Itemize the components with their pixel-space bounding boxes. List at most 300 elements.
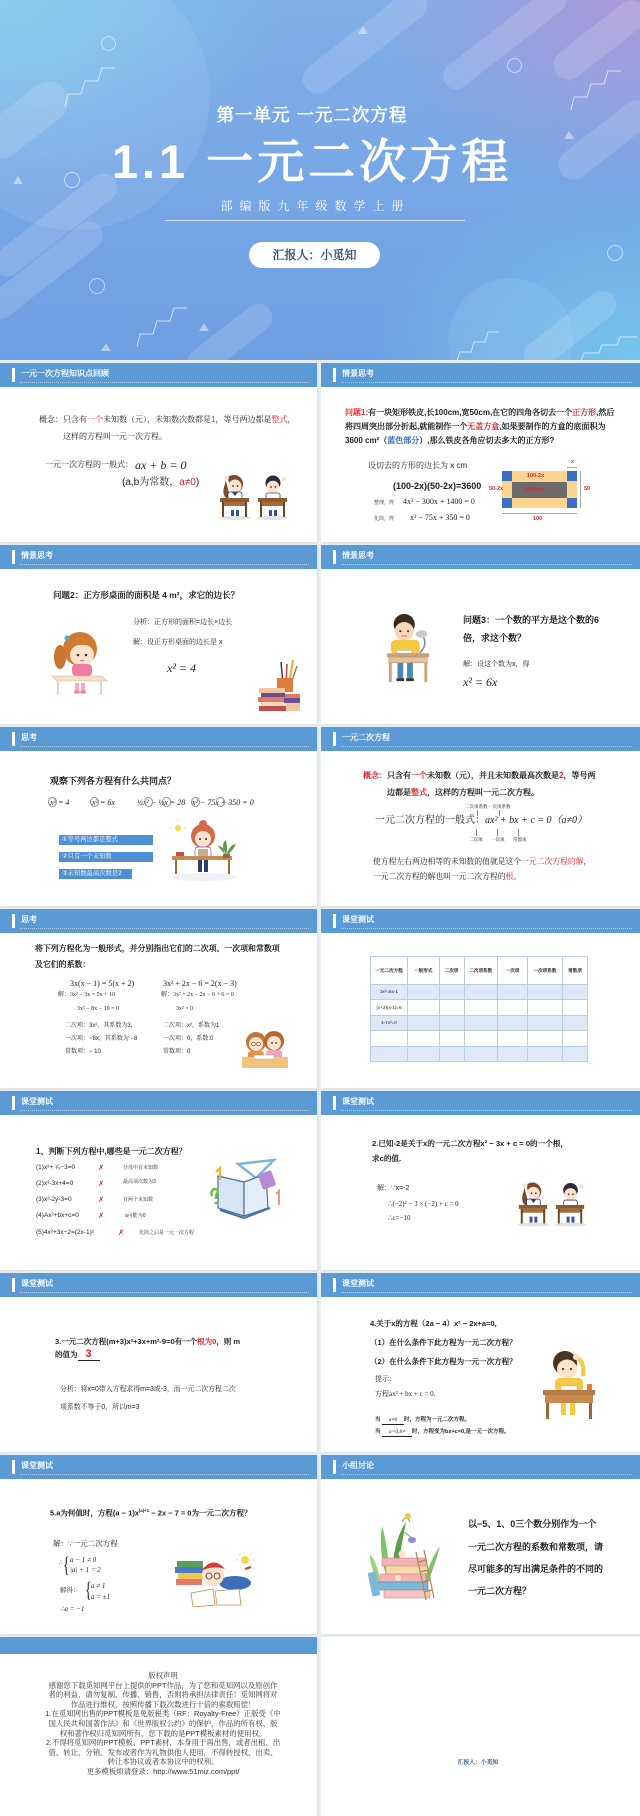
copyright-line: 转让本协议或者本协议中的权利。	[107, 1757, 219, 1767]
solve-label: 解得：	[60, 1587, 80, 1594]
general-form-formula: ax² + bx + c = 0（a≠0）	[485, 815, 588, 826]
term-answer: 一次项：0，系数:0	[163, 1036, 214, 1042]
header-accent-bar	[333, 732, 336, 746]
problem-text: 有一块矩形铁皮,长100cm,宽50cm,在它的四角各切去一个	[368, 408, 573, 417]
header-accent-bar	[12, 1096, 15, 1110]
term-answer: 常数项：0	[163, 1049, 191, 1055]
question-line-2	[55, 1349, 100, 1361]
step-formula: x² − 75x + 350 = 0	[410, 513, 470, 522]
label-center: 3600cm²	[525, 487, 546, 493]
column-header: 一般形式	[408, 957, 440, 985]
equation-item: x² − 75x + 350 = 0	[192, 798, 254, 807]
unit-title: 第一单元 一元二次方程	[216, 105, 408, 125]
lesson-title: 1.1 一元二次方程	[382, 1706, 579, 1732]
table-cell	[439, 1046, 464, 1061]
question-text	[50, 1508, 251, 1518]
table-cell	[528, 1000, 563, 1015]
dimension-line	[580, 471, 581, 508]
condition-text: (a,b为常数，	[122, 477, 180, 488]
discussion-line: 以−5、1、0三个数分别作为一个	[468, 1519, 597, 1529]
solution-text: 解：设这个数为x，得	[463, 661, 530, 668]
header-divider	[20, 1110, 309, 1111]
equation-item: x² = 6x	[92, 798, 115, 807]
decor-zigzag	[136, 306, 188, 348]
solution-text: 解：设正方形桌面的边长是 x	[133, 639, 223, 646]
wrong-mark-icon: ✗	[98, 1163, 105, 1172]
slide-classroom-test-1[interactable]	[0, 1091, 317, 1270]
table-cell	[563, 985, 588, 1000]
system-brace: {	[85, 1577, 92, 1602]
table-cell	[563, 1015, 588, 1030]
table-cell: 4-7x²=0	[371, 1015, 408, 1030]
solution-step: ∴(−2)² − 3 × (−2) + c = 0	[388, 1200, 459, 1208]
girl-thinking-illustration	[168, 820, 238, 882]
table-cell	[563, 1046, 588, 1061]
header-accent-bar	[333, 914, 336, 928]
unit-title: 第一单元 一元二次方程	[436, 1689, 525, 1699]
column-header: 一次项系数	[528, 957, 563, 985]
slide-quadratic-definition[interactable]	[321, 727, 640, 906]
question-line-1: 2.已知-2是关于x的一元二次方程x² − 3x + c = 0的一个根，	[372, 1139, 569, 1148]
slide-title: 课堂测试	[342, 1097, 374, 1106]
decor-stripe	[540, 1637, 607, 1685]
concept-line-1	[363, 771, 595, 781]
discussion-line: 尽可能多的写出满足条件的不同的	[468, 1564, 604, 1574]
system-equation: |a| + 1 = 2	[70, 1566, 101, 1574]
copyright-line: 国人民共和国著作法》和《世界版权公约》的保护，作品的所有权、版	[48, 1718, 278, 1728]
table-cell	[498, 985, 528, 1000]
judge-reason: 最高项次数为3	[123, 1179, 156, 1185]
header-accent-bar	[333, 1278, 336, 1292]
header-divider	[20, 746, 309, 747]
header-accent-bar	[333, 368, 336, 382]
corner-square	[567, 471, 577, 481]
corner-square	[502, 471, 512, 481]
question-line: （2）在什么条件下此方程为一元一次方程？	[370, 1357, 517, 1366]
concept-text: ，	[287, 415, 296, 424]
title-divider	[403, 1746, 552, 1747]
concept-text: 未知数（元），并且未知数最高次数是	[427, 771, 559, 780]
table-cell: (x+2)(x-1)=6	[371, 1000, 408, 1015]
concept-label: 概念：	[363, 771, 387, 780]
textbook-subtitle: 部编版九年级数学上册	[220, 199, 411, 213]
header-accent-bar	[333, 1460, 336, 1474]
decor-stripe	[469, 1637, 537, 1687]
question-line: （1）在什么条件下此方程为一元二次方程？	[370, 1338, 517, 1347]
table-cell	[498, 1046, 528, 1061]
students-raising-hands-illustration	[512, 1179, 590, 1227]
slide-header	[0, 727, 317, 751]
decor-ring	[574, 1667, 582, 1675]
problem-text: ,然后	[596, 408, 615, 417]
header-accent-bar	[333, 1096, 336, 1110]
general-form-label: 一元一次方程的一般式：	[45, 460, 133, 469]
table-row	[371, 1031, 588, 1046]
header-divider	[341, 1110, 632, 1111]
table-cell	[498, 1000, 528, 1015]
instruction-line-2: 及它们的系数：	[35, 960, 91, 969]
concept-highlight: 整式	[271, 415, 288, 424]
table-cell	[464, 1046, 498, 1061]
table-cell	[439, 1031, 464, 1046]
table-cell	[408, 1031, 440, 1046]
equation: x² = 4	[167, 661, 197, 675]
slide-classroom-test-table[interactable]	[321, 909, 640, 1088]
decor-ring	[607, 245, 623, 261]
closing-title-slide[interactable]	[321, 1637, 640, 1816]
slide-title: 一元一次方程知识点回顾	[21, 369, 109, 378]
title-divider	[165, 220, 465, 221]
slide-scenario-problem-1[interactable]	[321, 363, 640, 542]
column-header: 一次项	[498, 957, 528, 985]
header-divider	[20, 1474, 309, 1475]
title-slide[interactable]	[0, 0, 640, 360]
table-header-row	[371, 957, 588, 985]
question-line: 4.关于x的方程（2a − 4）x² − 2x+a=0,	[370, 1319, 497, 1328]
label-left: 50-2x	[489, 486, 504, 492]
solution-step: ∴c=−10	[388, 1214, 411, 1222]
definition-text: 。	[513, 872, 522, 881]
condition-line	[375, 1429, 510, 1437]
header-divider	[20, 1292, 309, 1293]
table-cell	[498, 1031, 528, 1046]
header-accent-bar	[333, 550, 336, 564]
slide-header	[321, 1091, 640, 1115]
system-equation: a ≠ 1	[91, 1582, 106, 1590]
slide-header	[321, 909, 640, 933]
slide-title: 课堂测试	[21, 1097, 53, 1106]
decor-stripe	[297, 0, 434, 100]
condition-highlight: a≠0	[179, 477, 196, 488]
exercise-step: 3x² − 8x − 10 = 0	[77, 1006, 119, 1012]
column-header: 二次项系数	[464, 957, 498, 985]
dimension-line	[567, 467, 577, 468]
table-cell	[563, 1000, 588, 1015]
instruction-line-1: 将下列方程化为一般形式，并分别指出它们的二次项、一次项和常数项	[35, 944, 280, 953]
step-formula: 4x² − 300x + 1400 = 0	[403, 497, 475, 506]
highlight-circle	[48, 797, 57, 807]
judge-reason: 分母中有未知数	[123, 1165, 159, 1171]
table-cell	[408, 1000, 440, 1015]
table-cell	[408, 985, 440, 1000]
copyright-line: 者的利益，请勿复制、传播、销售，否则将承担法律责任！觅知网将对	[48, 1690, 278, 1700]
slide-header	[321, 1273, 640, 1297]
decor-triangle	[199, 323, 209, 331]
copyright-line: 感谢您下载觅知网平台上提供的PPT作品，为了您和觅知网以及原创作	[48, 1680, 278, 1690]
slide-title: 思考	[21, 915, 37, 924]
copyright-line: 借、转让、分销、发布或者作为礼物供他人使用，不得转授权、出卖、	[48, 1747, 278, 1757]
condition-suffix: 时，方程变为bx+c=0,是一元一次方程。	[412, 1429, 510, 1435]
table-cell	[371, 1031, 408, 1046]
question-part: − 2x − 7 = 0为一元二次方程？	[149, 1508, 252, 1518]
header-divider	[341, 1474, 632, 1475]
corner-square	[502, 498, 512, 508]
decor-stripe	[438, 0, 572, 94]
equation-item: x² = 4	[50, 798, 70, 807]
step-label: 化简，得	[374, 516, 395, 522]
slide-header	[0, 909, 317, 933]
annotation-arrow	[518, 829, 519, 836]
slide-header	[0, 1455, 317, 1479]
table-cell	[528, 1015, 563, 1030]
table-row	[371, 1046, 588, 1061]
analysis-line-2: 项系数不等于0，所以m=3	[60, 1404, 140, 1411]
table-row	[371, 985, 588, 1000]
question-text: 1、判断下列方程中,哪些是一元二次方程？	[36, 1147, 187, 1156]
definition-text: 一元二次方程的解也叫一元二次方程的	[373, 872, 506, 881]
column-header: 二次项	[439, 957, 464, 985]
slide-observe-common-points[interactable]	[0, 727, 317, 906]
table-cell	[464, 985, 498, 1000]
annotation-linear-coefficient: 一次项系数	[488, 804, 511, 809]
slide-title: 一元二次方程	[342, 733, 390, 742]
table-row	[371, 1000, 588, 1015]
general-form-formula: ax + b = 0	[135, 458, 187, 472]
concept-highlight: 整式	[411, 788, 427, 797]
exercise-equation: 3x(x − 1) = 5(x + 2)	[70, 979, 135, 988]
table-cell	[464, 1000, 498, 1015]
judge-equation: (5)4x²+3x−2=(2x-1)²	[36, 1229, 94, 1236]
slide-header	[321, 1455, 640, 1479]
table-cell	[408, 1015, 440, 1030]
decor-ring	[624, 1761, 632, 1769]
slide-title: 情景思考	[342, 551, 374, 560]
table-cell	[563, 1031, 588, 1046]
highlight-circle	[162, 797, 171, 807]
slide-header	[0, 363, 317, 387]
exponent: |a|+1	[138, 1508, 150, 1513]
presenter-badge: 汇报人：小觅知	[249, 242, 380, 268]
answer-blank: 3	[78, 1349, 100, 1361]
term-answer: 一次项：−8x，其系数为 −8	[65, 1036, 138, 1042]
condition-line	[375, 1417, 470, 1425]
question-line-2: 求c的值.	[372, 1154, 402, 1163]
judge-equation: (1)x²+ ¹⁄ₓ−3=0	[36, 1164, 76, 1171]
concept-line-2: 这样的方程叫一元一次方程。	[63, 432, 167, 441]
table-cell	[439, 1015, 464, 1030]
discussion-line: 一元二次方程？	[468, 1586, 532, 1596]
condition-text: )	[195, 477, 200, 488]
concept-text: ，这样的方程叫一元二次方程。	[427, 788, 539, 797]
copyright-line: 权和著作权归觅知网所有，您下载的是PPT模板素材的使用权。	[59, 1728, 267, 1738]
system-equation: a − 1 ≠ 0	[70, 1556, 97, 1564]
table-cell: 3x²=5x-1	[371, 985, 408, 1000]
solution-label: 解：∵一元二次方程	[53, 1539, 118, 1548]
slide-title: 课堂测试	[21, 1279, 53, 1288]
decor-stripe	[594, 1637, 640, 1680]
slide-header	[321, 545, 640, 569]
question-text: 的值为	[55, 1350, 78, 1359]
slide-group-discussion[interactable]	[321, 1455, 640, 1634]
concept-highlight: 2	[559, 771, 564, 780]
slide-scenario-problem-3[interactable]	[321, 545, 640, 724]
condition-blank: a=0,b≠	[382, 1429, 412, 1437]
table-cell	[528, 1031, 563, 1046]
judge-reason: 有两个未知数	[123, 1197, 154, 1203]
condition-prefix: 当	[375, 1417, 381, 1423]
concept-highlight: 一个	[411, 771, 427, 780]
corner-square	[567, 498, 577, 508]
slide-classroom-test-3[interactable]	[0, 1273, 317, 1452]
definition-highlight: 根	[505, 872, 514, 881]
table-cell	[408, 1046, 440, 1061]
copyright-line: 1.在觅知网出售的PPT模板是免版税类（RF：Royalty-Free）正版受《中	[45, 1709, 281, 1719]
question-part: 5.a为何值时，方程(a − 1)x	[50, 1508, 139, 1518]
problem-line-2	[345, 422, 605, 432]
decor-stripe	[182, 298, 278, 360]
decor-triangle	[358, 26, 368, 34]
problem-highlight-blue: 蓝色部分	[387, 436, 420, 445]
label-corner: x	[571, 459, 575, 465]
concept-text: ，等号两	[563, 771, 596, 780]
exercise-equation: 3x² + 2x − 6 = 2(x − 3)	[163, 979, 237, 988]
slide-header	[321, 363, 640, 387]
slide-title: 课堂测试	[342, 1279, 374, 1288]
problem-line-3	[345, 436, 554, 446]
system-brace: {	[63, 1552, 70, 1577]
column-header: 一元二次方程	[371, 957, 408, 985]
wrong-mark-icon: ✗	[98, 1211, 105, 1220]
lesson-title: 1.1 一元二次方程	[111, 135, 513, 188]
equation: x² = 6x	[463, 675, 498, 689]
problem-text: ,如果要制作的方盒的底面积为	[499, 422, 606, 431]
problem-highlight: 无盖方盒	[467, 422, 500, 431]
term-answer: 二次项：x²，系数为1	[163, 1023, 220, 1029]
question-line-1: 问题3：一个数的平方是这个数的6	[463, 615, 600, 625]
header-accent-bar	[12, 368, 15, 382]
problem-text: ）,那么铁皮各角应切去多大的正方形?	[419, 436, 555, 445]
exercise-step: 解：3x² + 2x − 2x − 6 + 6 = 0	[161, 992, 234, 998]
slide-title: 课堂测试	[21, 1461, 53, 1470]
slide-header	[0, 1091, 317, 1115]
decor-ring	[365, 1777, 373, 1785]
highlight-circle	[144, 797, 153, 807]
concept-highlight: 1	[211, 415, 216, 424]
header-divider	[341, 564, 632, 565]
header-divider	[341, 746, 632, 747]
question-highlight: 根为0	[197, 1337, 217, 1346]
judge-reason: a可能为0	[125, 1213, 146, 1219]
decor-ring	[507, 58, 522, 73]
definition-text: ，	[583, 857, 592, 866]
copyright-line: 作品进行维权，按照传播下载次数进行十倍的索取赔偿！	[70, 1699, 256, 1709]
problem-line-1	[345, 408, 614, 418]
girls-reading-illustration	[240, 1027, 290, 1069]
decor-circle	[546, 1777, 608, 1816]
definition-highlight: 一元二次方程的解	[521, 857, 584, 866]
label-bottom: 100	[533, 516, 543, 522]
girl-writing-illustration	[50, 627, 110, 697]
term-answer: 常数项：− 10	[65, 1049, 101, 1055]
slide-classroom-test-4[interactable]	[321, 1273, 640, 1452]
condition-prefix: 当	[375, 1429, 381, 1435]
general-form-condition	[122, 477, 199, 490]
decor-zigzag	[456, 330, 500, 360]
equation-item: ½x² − ½x = 28	[137, 798, 186, 807]
slide-header	[0, 1637, 317, 1654]
annotation-constant-term: 常数项	[513, 837, 527, 842]
coefficients-table	[370, 956, 588, 1062]
question-text: 问题2：正方形桌面的面积是 4 m²，求它的边长？	[53, 590, 240, 600]
common-point-tag: ③未知数最高次数是2	[59, 869, 132, 879]
highlight-circle	[90, 797, 99, 807]
header-divider	[341, 1292, 632, 1293]
condition-suffix: 时，方程为一元二次方程。	[404, 1417, 471, 1423]
setup-text: 设切去的方形的边长为 x cm	[368, 461, 468, 470]
boy-thinking-illustration	[543, 1346, 597, 1420]
annotation-quadratic-term: 二次项	[469, 837, 483, 842]
table-cell	[464, 1015, 498, 1030]
concept-text: ，等号两边都是	[215, 415, 272, 424]
annotation-arrow	[497, 829, 498, 836]
decor-ring	[89, 278, 105, 294]
header-accent-bar	[12, 1278, 15, 1292]
system-equation: a = ±1	[91, 1593, 111, 1601]
decor-triangle	[101, 343, 111, 351]
term-answer: 二次项：3x²，其系数为3，	[65, 1023, 137, 1029]
wrong-mark-icon: ✗	[118, 1228, 125, 1237]
slide-general-form-exercise[interactable]	[0, 909, 317, 1088]
header-accent-bar	[12, 1460, 15, 1474]
concept-text: 边都是	[387, 788, 411, 797]
books-plants-illustration	[368, 1512, 445, 1603]
highlight-circle	[216, 797, 225, 807]
slide-classroom-test-2[interactable]	[321, 1091, 640, 1270]
header-divider	[341, 928, 632, 929]
copyright-text	[30, 1671, 296, 1777]
definition-text: 使方程左右两边相等的未知数的值就是这个	[373, 857, 522, 866]
exercise-step: 3x² = 0	[176, 1006, 194, 1012]
hint-formula: 方程ax² + bx + c = 0.	[375, 1390, 436, 1398]
table-cell	[439, 985, 464, 1000]
exercise-step: 解：3x² − 3x = 5x + 10	[58, 992, 115, 998]
common-point-tag: ①等号两边都是整式	[59, 835, 153, 845]
table-cell	[528, 1046, 563, 1061]
slide-header	[321, 727, 640, 751]
judge-equation: (3)x²-2y-3=0	[36, 1196, 72, 1203]
annotation-linear-term: 一次项	[491, 837, 505, 842]
concept-label: 概念：	[39, 415, 63, 424]
table-cell	[528, 985, 563, 1000]
question-text: 观察下列各方程有什么共同点？	[50, 776, 177, 786]
label-top: 100-2x	[527, 473, 545, 479]
problem-highlight: 正方形	[572, 408, 597, 417]
label-right: 50	[584, 486, 591, 492]
copyright-title: 版权声明	[148, 1671, 178, 1680]
slide-title: 思考	[21, 733, 37, 742]
slide-title: 课堂测试	[342, 915, 374, 924]
conclusion: ∴a = −1	[60, 1605, 85, 1613]
equation: (100-2x)(50-2x)=3600	[393, 481, 482, 491]
header-accent-bar	[12, 550, 15, 564]
boy-studying-illustration	[385, 610, 433, 685]
concept-text: 只含有	[63, 415, 87, 424]
highlight-circle	[191, 797, 200, 807]
column-header: 常数项	[563, 957, 588, 985]
step-label: 整理，得	[374, 500, 395, 506]
slide-copyright-notice[interactable]	[0, 1637, 317, 1816]
slide-classroom-test-5[interactable]	[0, 1455, 317, 1634]
slide-linear-equation-review[interactable]	[0, 363, 317, 542]
decor-ring	[371, 1655, 379, 1663]
solution-step: 解：∵x=-2	[377, 1185, 410, 1192]
annotation-quadratic-coefficient: 二次项系数	[465, 804, 488, 809]
pencils-books-illustration	[257, 660, 301, 712]
slide-scenario-problem-2[interactable]	[0, 545, 317, 724]
copyright-link-line[interactable]: 更多模板烦请登录：http://www.51miz.com/ppt/	[86, 1766, 240, 1776]
copyright-line: 2.不得将觅知网的PPT模板、PPT素材，本身用于再出售，或者出租、出	[45, 1738, 281, 1748]
textbook-subtitle: 部编版九年级数学上册	[434, 1739, 530, 1745]
